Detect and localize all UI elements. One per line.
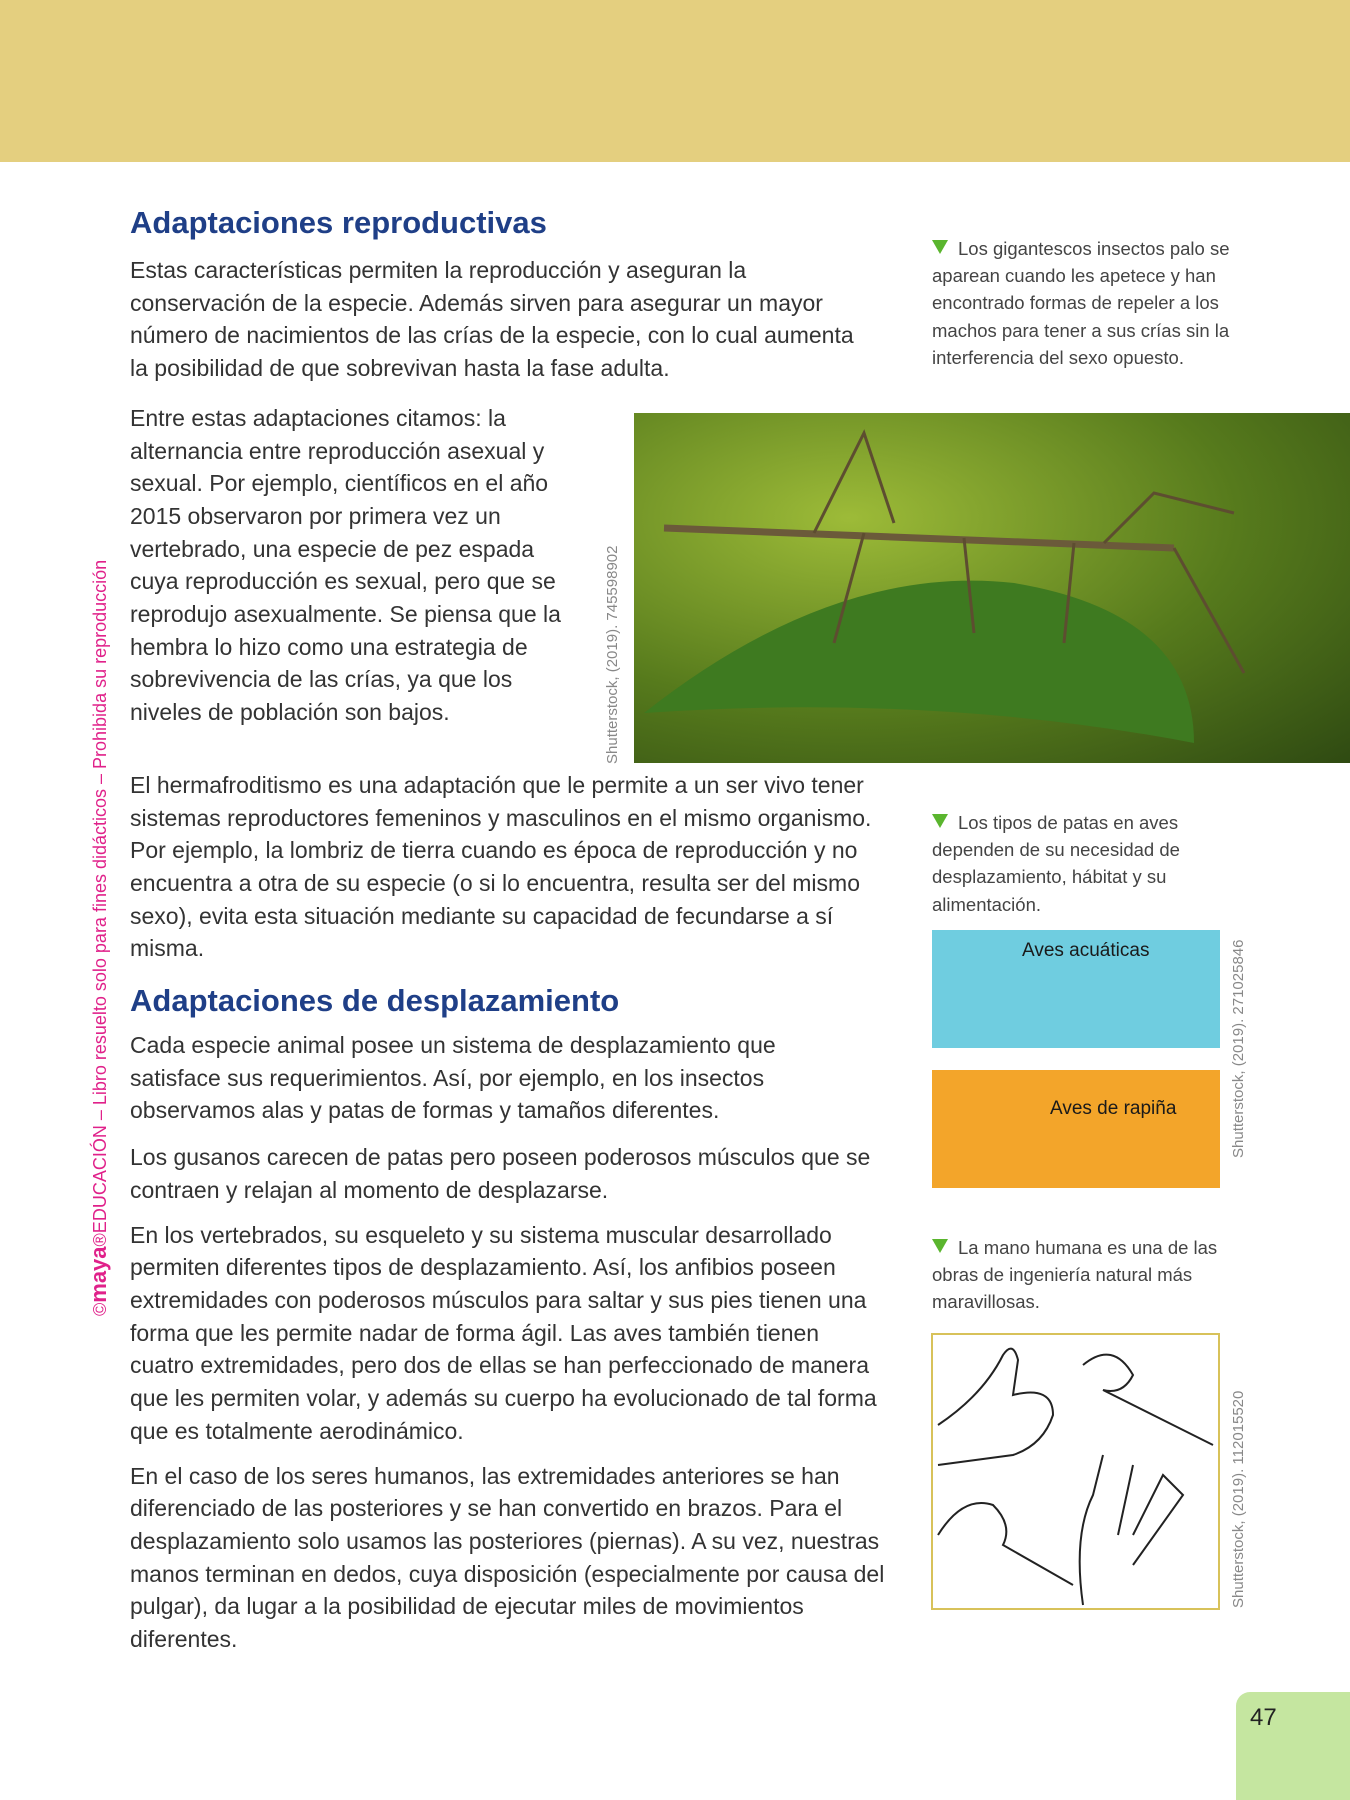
- copyright-text: EDUCACIÓN – Libro resuelto solo para fines didácticos – Prohibida su reproducción: [90, 559, 110, 1234]
- header-band: [0, 0, 1350, 162]
- paragraph: El hermafroditismo es una adaptación que le permite a un ser vivo tener sistemas reproductores femeninos y masculinos en el mismo organismo. Por ejemplo, la lombriz de tierra cuando es época de reproducción y no encuentra a otra de su especie (o si lo encuentra, resulta ser del mismo sexo), evita esta situación mediante su capacidad de fecundarse a sí misma.: [130, 771, 872, 962]
- stick-insect-illustration: [634, 413, 1350, 763]
- bird-feet-illustration: [932, 930, 1220, 1188]
- brand-logo: maya: [86, 1246, 111, 1303]
- stick-insect-photo: [634, 413, 1350, 763]
- copyright-symbol: ©: [90, 1302, 110, 1316]
- caption-hands: [932, 1234, 1232, 1316]
- triangle-bullet-icon: [932, 1239, 948, 1253]
- caption-text: Los tipos de patas en aves dependen de su necesidad de desplazamiento, hábitat y su alimentación.: [932, 812, 1180, 915]
- hands-illustration: [931, 1333, 1220, 1610]
- paragraph: Cada especie animal posee un sistema de desplazamiento que satisface sus requerimientos. Así, por ejemplo, en los insectos observamos alas y patas de formas y tamaños diferentes.: [130, 1032, 776, 1124]
- paragraph: Los gusanos carecen de patas pero poseen poderosos músculos que se contraen y relajan al momento de desplazarse.: [130, 1144, 871, 1203]
- caption-birds: [932, 809, 1232, 918]
- caption-text: La mano humana es una de las obras de ingeniería natural más maravillosas.: [932, 1237, 1218, 1313]
- page-number: 47: [1250, 1704, 1277, 1731]
- paragraph: Entre estas adaptaciones citamos: la alternancia entre reproducción asexual y sexual. Por ejemplo, científicos en el año 2015 observaron por primera vez un vertebrado, una especie de pez espada cuya reproducción es sexual, pero que se reprodujo asexualmente. Se piensa que la hembra lo hizo como una estrategia de sobrevivencia de las crías, ya que los niveles de población son bajos.: [130, 404, 561, 726]
- section-title-locomotion: Adaptaciones de desplazamiento: [130, 983, 620, 1019]
- triangle-bullet-icon: [932, 240, 948, 254]
- copyright-sidebar: [86, 560, 112, 1316]
- photo-credit: Shutterstock, (2019). 112015520: [1230, 1390, 1247, 1608]
- label-birds-of-prey: Aves de rapiña: [1050, 1098, 1177, 1119]
- paragraph: En los vertebrados, su esqueleto y su sistema muscular desarrollado permiten diferentes tipos de desplazamiento. Así, los anfibios poseen extremidades con poderosos músculos para saltar y sus pies tienen una forma que les permite nadar de forma ágil. Las aves también tienen cuatro extremidades, pero dos de ellas se han perfeccionado de manera que les permiten volar, y además su cuerpo ha evolucionado de tal forma que es totalmente aerodinámico.: [130, 1221, 877, 1444]
- photo-credit: Shutterstock, (2019). 271025846: [1230, 939, 1247, 1158]
- caption-insect: [932, 235, 1232, 371]
- registered-symbol: ®: [90, 1233, 110, 1247]
- page-number-tab: [1236, 1692, 1350, 1800]
- hands-drawing: [933, 1335, 1218, 1608]
- paragraph: En el caso de los seres humanos, las extremidades anteriores se han diferenciado de las posteriores y se han convertido en brazos. Para el desplazamiento solo usamos las posteriores (piernas). A su vez, nuestras manos terminan en dedos, cuya disposición (especialmente por causa del pulgar), da lugar a la posibilidad de ejecutar miles de movimientos diferentes.: [130, 1462, 885, 1653]
- section-title-reproductive: Adaptaciones reproductivas: [130, 205, 547, 240]
- paragraph: Estas características permiten la reproducción y aseguran la conservación de la especie. Además sirven para asegurar un mayor número de nacimientos de las crías de la especie, con lo cual aumenta la posibilidad de que sobrevivan hasta la fase adulta.: [130, 257, 854, 382]
- caption-text: Los gigantescos insectos palo se aparean cuando les apetece y han encontrado formas de repeler a los machos para tener a sus crías sin la interferencia del sexo opuesto.: [932, 238, 1230, 368]
- label-aquatic-birds: Aves acuáticas: [1022, 940, 1150, 961]
- photo-credit: Shutterstock, (2019). 745598902: [604, 545, 621, 764]
- triangle-bullet-icon: [932, 814, 948, 828]
